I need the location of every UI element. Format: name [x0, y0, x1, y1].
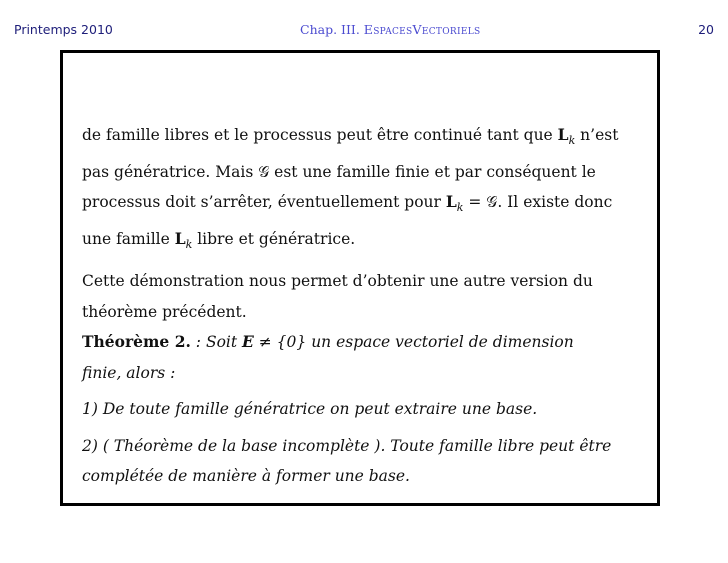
proof-line-3-text: processus doit s’arrêter, éventuellement pour L: [82, 192, 457, 212]
theorem-item-2: [82, 431, 657, 492]
theorem-space-symbol: E: [242, 332, 254, 352]
header-chapter-name: EspacesVectoriels: [363, 22, 481, 37]
theorem-line-1-rest: ≠ {0} un espace vectoriel de dimension: [253, 333, 574, 352]
proof-line-1-text: de famille libres et le processus peut être continué tant que L: [82, 125, 569, 144]
paragraph-transition: [82, 266, 657, 327]
theorem-statement: [82, 327, 657, 388]
slide-header: [0, 22, 728, 42]
proof-line-2: pas génératrice. Mais 𝒢 est une famille finie et par conséquent le: [82, 162, 596, 181]
theorem-label: Théorème 2.: [82, 332, 191, 352]
item-2-line-2: complétée de manière à former une base.: [82, 467, 410, 486]
paragraph-proof-end: [82, 120, 657, 260]
transition-line-1: Cette démonstration nous permet d’obtenir une autre version du: [82, 272, 593, 291]
transition-line-2: théorème précédent.: [82, 302, 247, 321]
proof-line-4: [82, 224, 657, 261]
header-date: Printemps 2010: [14, 22, 113, 37]
family-symbol-L: L: [445, 192, 457, 212]
proof-line-1-end: n’est: [575, 126, 619, 144]
header-page-number: 20: [698, 22, 714, 37]
proof-line-3-subscript: k: [456, 201, 464, 215]
theorem-line-1-text: : Soit: [190, 333, 243, 352]
proof-line-3-end: = 𝒢. Il existe donc: [463, 193, 613, 212]
header-chapter-title: [300, 22, 480, 37]
item-2-line-1: 2) ( Théorème de la base incomplète ). Toute famille libre peut être: [82, 436, 612, 455]
header-chapter-prefix: Chap. III.: [300, 22, 364, 37]
theorem-line-1: [82, 327, 657, 358]
proof-line-4-subscript: k: [185, 237, 193, 251]
proof-line-3: [82, 187, 657, 224]
proof-line-1: [82, 120, 657, 157]
theorem-item-1: [82, 394, 657, 425]
item-1-text: 1) De toute famille génératrice on peut extraire une base.: [82, 400, 538, 419]
slide-body: [82, 120, 657, 492]
theorem-line-2: finie, alors :: [82, 363, 176, 382]
proof-line-1-subscript: k: [568, 134, 576, 148]
family-symbol-L: L: [174, 228, 186, 248]
family-symbol-L: L: [557, 125, 569, 144]
proof-line-4-end: libre et génératrice.: [192, 229, 356, 248]
proof-line-4-text: une famille L: [82, 228, 186, 248]
